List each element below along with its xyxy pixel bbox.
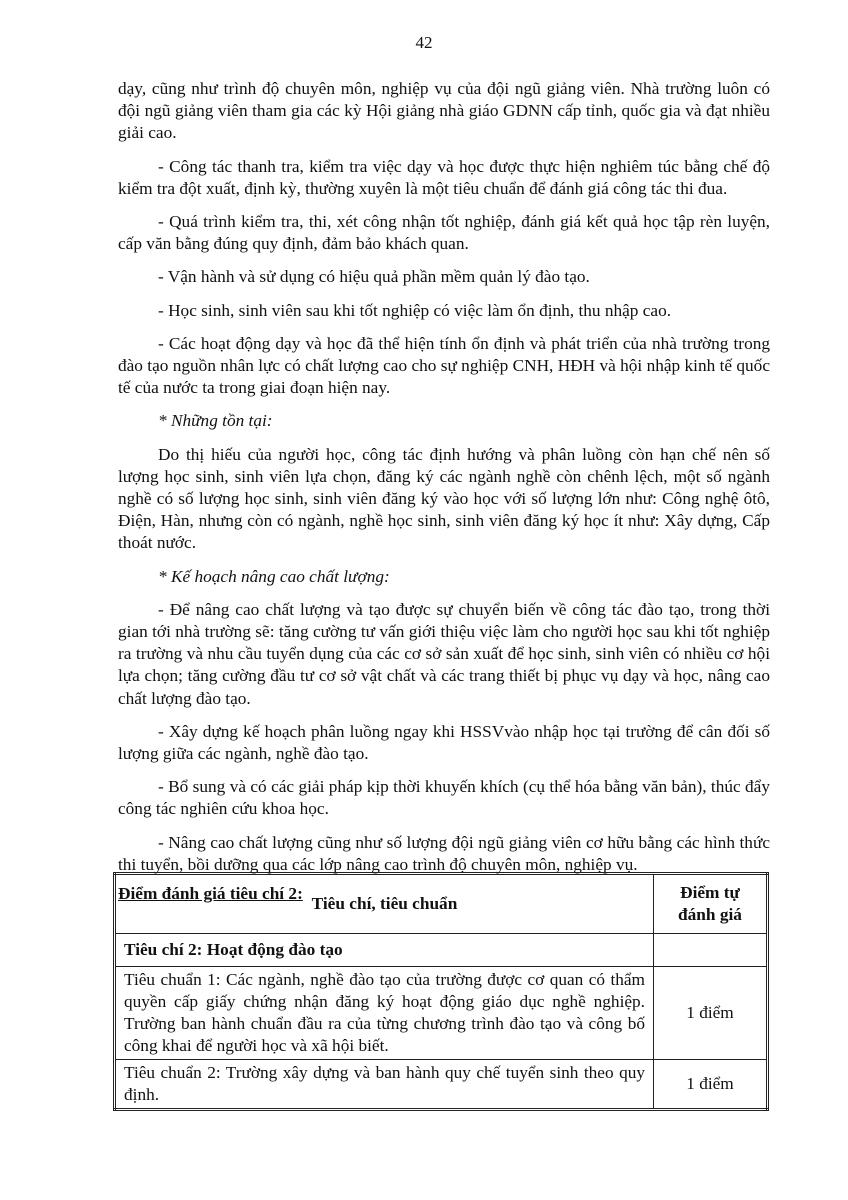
plan-item: - Xây dựng kế hoạch phân luồng ngay khi HSSVvào nhập học tại trường để cân đối số lượng giữa các ngành, nghề đào tạo.	[118, 721, 770, 764]
header-score: Điểm tự đánh giá	[654, 874, 768, 934]
table-header-row	[115, 874, 768, 934]
plan-item: - Nâng cao chất lượng cũng như số lượng đội ngũ giảng viên cơ hữu bằng các hình thức thi tuyển, bồi dưỡng qua các lớp nâng cao trình độ chuyên môn, nghiệp vụ.	[118, 832, 770, 874]
standard-text: Tiêu chuẩn 1: Các ngành, nghề đào tạo của trường được cơ quan có thẩm quyền cấp giấy chứng nhận đăng ký hoạt động giáo dục nghề nghiệp. Trường ban hành chuẩn đầu ra của từng chương trình đào tạo và công bố công khai để người học và xã hội biết.	[115, 967, 654, 1060]
table-row	[115, 967, 768, 1060]
paragraph: - Quá trình kiểm tra, thi, xét công nhận tốt nghiệp, đánh giá kết quả học tập rèn luyện, cấp văn bằng đúng quy định, đảm bảo khách quan.	[118, 212, 770, 254]
header-criteria: Tiêu chí, tiêu chuẩn	[115, 874, 654, 934]
paragraph: - Các hoạt động dạy và học đã thể hiện tính ổn định và phát triển của nhà trường trong đào tạo nguồn nhân lực có chất lượng cao cho sự nghiệp CNH, HĐH và hội nhập kinh tế quốc tế của nước ta trong giai đoạn hiện nay.	[118, 333, 770, 398]
weakness-heading: * Những tồn tại:	[158, 411, 273, 431]
criterion-row	[115, 934, 768, 967]
plan-item: - Để nâng cao chất lượng và tạo được sự chuyển biến về công tác đào tạo, trong thời gian tới nhà trường sẽ: tăng cường tư vấn giới thiệu việc làm cho người học sau khi tốt nghiệp ra trường và nhu cầu tuyển dụng của các cơ sở sản xuất để học sinh, sinh viên có nhiều cơ hội lựa chọn; tăng cường đầu tư cơ sở vật chất và các trang thiết bị phục vụ dạy và học, nâng cao chất lượng đào tạo.	[118, 599, 770, 708]
plan-item: - Bổ sung và có các giải pháp kịp thời khuyến khích (cụ thể hóa bằng văn bản), thúc đẩy công tác nghiên cứu khoa học.	[118, 777, 770, 819]
standard-score: 1 điểm	[654, 967, 768, 1060]
criterion-score	[654, 934, 768, 967]
score-table	[113, 872, 769, 1111]
paragraph: - Công tác thanh tra, kiểm tra việc dạy và học được thực hiện nghiêm túc bằng chế độ kiểm tra đột xuất, định kỳ, thường xuyên là một tiêu chuẩn để đánh giá công tác thi đua.	[118, 156, 770, 198]
weakness-text: Do thị hiếu của người học, công tác định hướng và phân luồng còn hạn chế nên số lượng học sinh, sinh viên lựa chọn, đăng ký các ngành nghề còn chênh lệch, một số ngành nghề có số lượng học sinh, sinh viên đăng ký vào học với số lượng lớn như: Công nghệ ôtô, Điện, Hàn, nhưng còn có ngành, nghề học sinh, sinh viên đăng ký học ít như: Xây dựng, Cấp thoát nước.	[118, 444, 770, 553]
standard-score: 1 điểm	[654, 1060, 768, 1110]
standard-text: Tiêu chuẩn 2: Trường xây dựng và ban hành quy chế tuyển sinh theo quy định.	[115, 1060, 654, 1110]
paragraph: - Học sinh, sinh viên sau khi tốt nghiệp có việc làm ổn định, thu nhập cao.	[158, 300, 672, 320]
document-body	[118, 78, 770, 905]
paragraph: - Vận hành và sử dụng có hiệu quả phần mềm quản lý đào tạo.	[158, 267, 590, 287]
paragraph: dạy, cũng như trình độ chuyên môn, nghiệp vụ của đội ngũ giảng viên. Nhà trường luôn có đội ngũ giảng viên tham gia các kỳ Hội giảng nhà giáo GDNN cấp tỉnh, quốc gia và đạt nhiều giải cao.	[118, 79, 770, 143]
plan-heading: * Kế hoạch nâng cao chất lượng:	[158, 566, 390, 586]
score-section-title: Điểm đánh giá tiêu chí 2:	[118, 884, 303, 904]
table-row	[115, 1060, 768, 1110]
criterion-title: Tiêu chí 2: Hoạt động đào tạo	[115, 934, 654, 967]
page-number: 42	[415, 33, 433, 52]
